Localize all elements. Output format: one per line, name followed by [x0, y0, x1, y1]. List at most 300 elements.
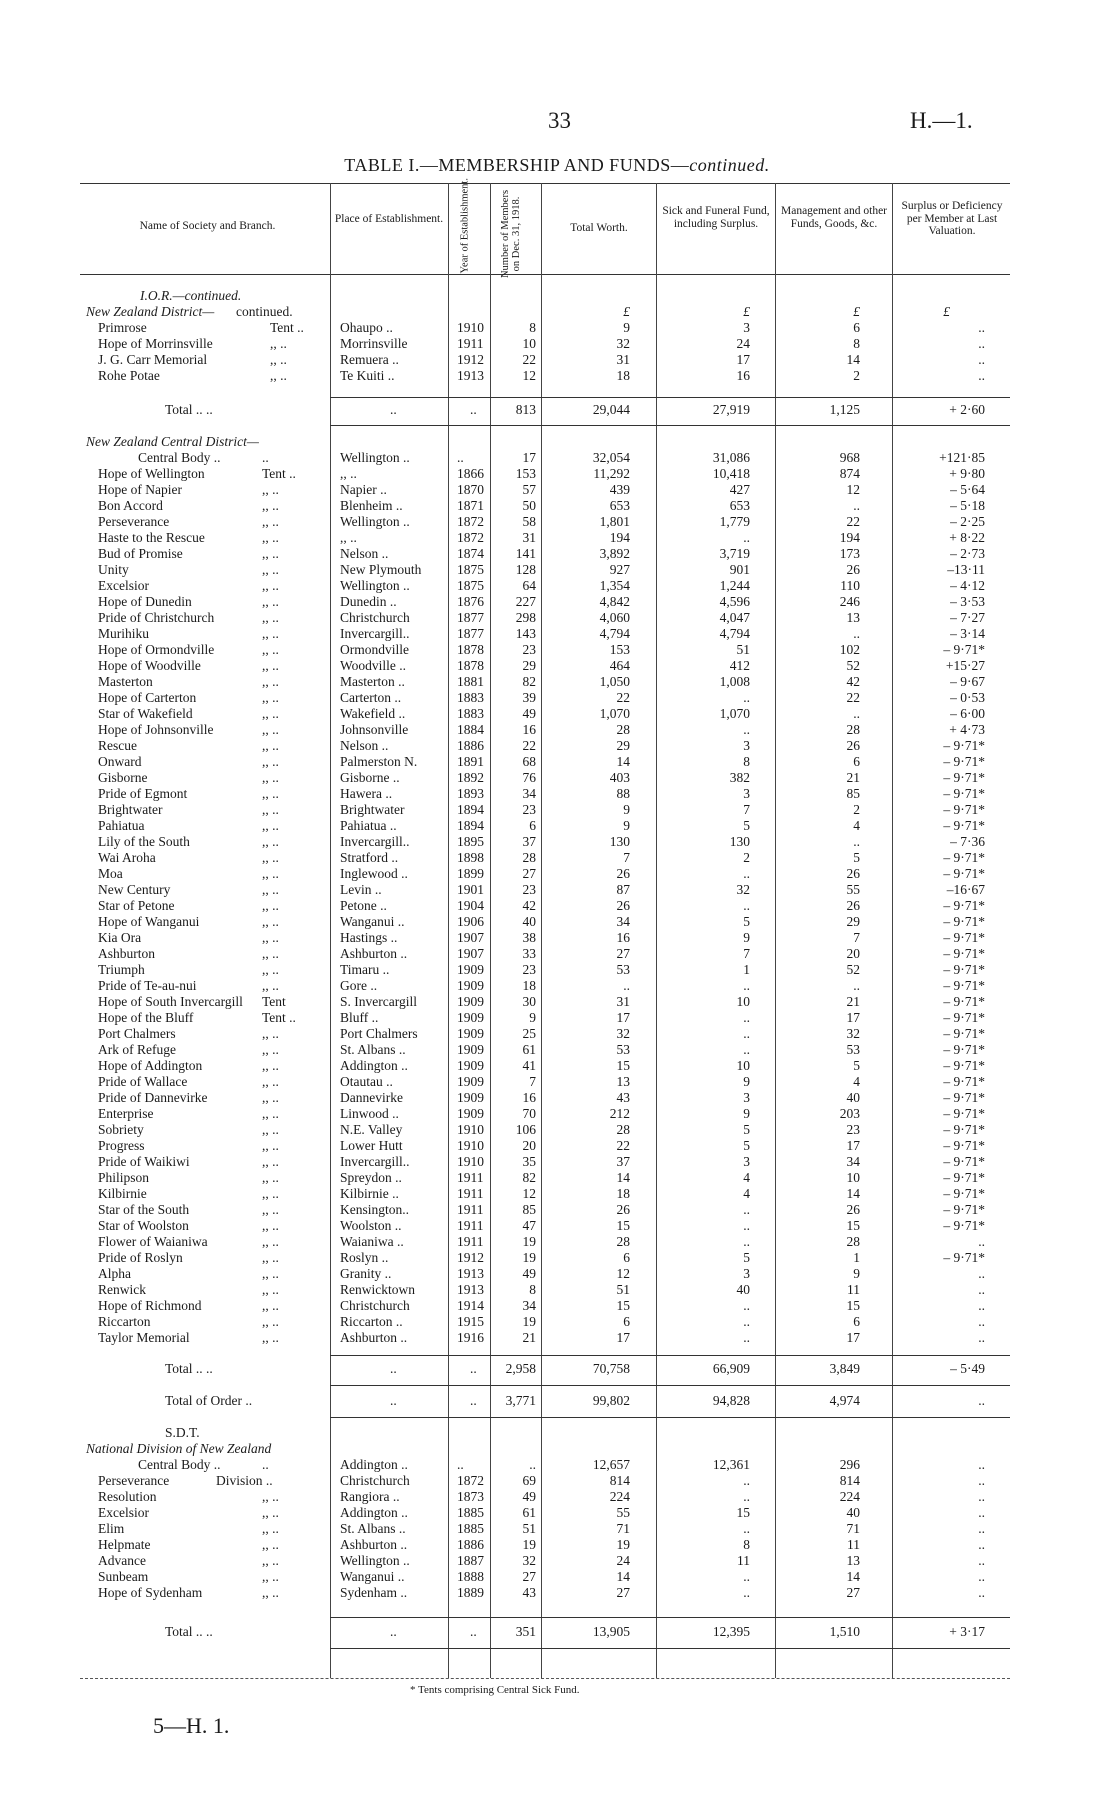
table-row — [0, 1106, 1114, 1122]
total-worth-cell: 18 — [616, 1186, 630, 1201]
management-cell: 8 — [853, 336, 860, 351]
table-row — [0, 866, 1114, 882]
members-cell: 58 — [522, 514, 536, 529]
members-cell: 29 — [522, 658, 536, 673]
members-cell: 50 — [522, 498, 536, 513]
total-worth-cell: .. — [623, 978, 630, 993]
sick-fund-cell: 5 — [743, 914, 750, 929]
surplus-cell: .. — [978, 1473, 985, 1488]
year-cell: 1907 — [457, 946, 484, 961]
management-cell: 814 — [839, 1473, 860, 1488]
table-row — [0, 578, 1114, 594]
surplus-cell: – 6·00 — [950, 706, 985, 721]
management-cell: 71 — [846, 1521, 860, 1536]
place-cell: N.E. Valley — [340, 1122, 403, 1137]
branch-name: Moa — [98, 866, 123, 881]
table-row — [0, 466, 1114, 482]
management-cell: 27 — [846, 1585, 860, 1600]
year-cell: 1916 — [457, 1330, 484, 1345]
table-row — [0, 1473, 1114, 1489]
place-cell: Wakefield .. — [340, 706, 406, 721]
year-cell: .. — [457, 450, 464, 465]
branch-type: ,, .. — [262, 978, 279, 993]
surplus-cell: – 9·71* — [943, 914, 985, 929]
total-rule — [330, 397, 1010, 398]
members-cell: 12 — [522, 368, 536, 383]
place-cell: Otautau .. — [340, 1074, 393, 1089]
branch-name: Pride of Te-au-nui — [98, 978, 197, 993]
section-title-sdt — [0, 1425, 1114, 1441]
branch-type: Tent .. — [270, 320, 304, 335]
members-cell: 10 — [522, 336, 536, 351]
branch-name: Progress — [98, 1138, 145, 1153]
total-worth-cell: 53 — [616, 1042, 630, 1057]
place-cell: Kensington.. — [340, 1202, 409, 1217]
year-cell: 1910 — [457, 1122, 484, 1137]
place-cell: .. — [390, 1624, 397, 1639]
branch-type: ,, .. — [270, 336, 287, 351]
sick-fund-cell: 11 — [737, 1553, 750, 1568]
total-worth-cell: 31 — [616, 994, 630, 1009]
sick-fund-cell: 10,418 — [712, 466, 750, 481]
management-cell: 12 — [846, 482, 860, 497]
header-sick-fund: Sick and Funeral Fund, including Surplus. — [662, 205, 770, 230]
total-worth-cell: 11,292 — [593, 466, 630, 481]
branch-type: .. — [262, 450, 269, 465]
surplus-cell: .. — [978, 352, 985, 367]
year-cell: 1872 — [457, 1473, 484, 1488]
place-cell: Wellington .. — [340, 1553, 410, 1568]
surplus-cell: .. — [978, 1537, 985, 1552]
place-cell: Roslyn .. — [340, 1250, 389, 1265]
year-cell: 1910 — [457, 320, 484, 335]
surplus-cell: – 9·71* — [943, 770, 985, 785]
members-cell: 106 — [515, 1122, 536, 1137]
sick-fund-cell: .. — [743, 1330, 750, 1345]
place-cell: Renwicktown — [340, 1282, 415, 1297]
members-cell: 16 — [522, 1090, 536, 1105]
branch-type: ,, .. — [262, 674, 279, 689]
sick-fund-cell: 2 — [743, 850, 750, 865]
total-row — [0, 1361, 1114, 1377]
branch-type: ,, .. — [262, 946, 279, 961]
place-cell: Lower Hutt — [340, 1138, 403, 1153]
year-cell: 1877 — [457, 610, 484, 625]
branch-name: Wai Aroha — [98, 850, 156, 865]
branch-name: Taylor Memorial — [98, 1330, 190, 1345]
year-cell: 1909 — [457, 1042, 484, 1057]
surplus-cell: – 9·71* — [943, 754, 985, 769]
table-row — [0, 1186, 1114, 1202]
branch-type: ,, .. — [262, 1186, 279, 1201]
management-cell: 2 — [853, 802, 860, 817]
total-worth-cell: 224 — [609, 1489, 630, 1504]
management-cell: 26 — [846, 866, 860, 881]
surplus-cell: – 9·71* — [943, 930, 985, 945]
table-row — [0, 1282, 1114, 1298]
year-cell: 1877 — [457, 626, 484, 641]
surplus-cell: – 9·71* — [943, 1042, 985, 1057]
total-worth-cell: 12 — [616, 1266, 630, 1281]
branch-name: Brightwater — [98, 802, 163, 817]
place-cell: Ashburton .. — [340, 946, 408, 961]
total-worth-cell: 4,060 — [599, 610, 630, 625]
branch-type: Tent — [262, 994, 286, 1009]
header-year: Year of Establishment. — [459, 178, 471, 274]
total-worth-cell: 14 — [616, 754, 630, 769]
management-cell: 10 — [846, 1170, 860, 1185]
surplus-cell: .. — [978, 1234, 985, 1249]
table-row — [0, 834, 1114, 850]
surplus-cell: – 7·36 — [950, 834, 985, 849]
place-cell: Masterton .. — [340, 674, 405, 689]
branch-type: ,, .. — [262, 482, 279, 497]
place-cell: New Plymouth — [340, 562, 422, 577]
branch-name: Hope of the Bluff — [98, 1010, 194, 1025]
management-cell: 3,849 — [829, 1361, 860, 1376]
surplus-cell: – 9·71* — [943, 1138, 985, 1153]
members-cell: 82 — [522, 1170, 536, 1185]
place-cell: Gore .. — [340, 978, 378, 993]
members-cell: 27 — [522, 1569, 536, 1584]
total-worth-cell: 14 — [616, 1569, 630, 1584]
year-cell: 1893 — [457, 786, 484, 801]
management-cell: 52 — [846, 962, 860, 977]
management-cell: 14 — [846, 352, 860, 367]
management-cell: 173 — [839, 546, 860, 561]
branch-name: Port Chalmers — [98, 1026, 176, 1041]
total-worth-cell: 17 — [616, 1330, 630, 1345]
header-management-funds: Management and other Funds, Goods, &c. — [780, 205, 887, 230]
year-cell: 1901 — [457, 882, 484, 897]
total-worth-cell: 12,657 — [592, 1457, 630, 1472]
members-cell: 41 — [522, 1058, 536, 1073]
branch-name: Kilbirnie — [98, 1186, 147, 1201]
branch-name: Masterton — [98, 674, 153, 689]
place-cell: Woolston .. — [340, 1218, 402, 1233]
total-worth-cell: 71 — [616, 1521, 630, 1536]
total-worth-cell: 9 — [623, 320, 630, 335]
surplus-cell: + 2·60 — [949, 402, 985, 417]
place-cell: Invercargill.. — [340, 834, 410, 849]
branch-type: ,, .. — [262, 1314, 279, 1329]
header-members: Number of Members on Dec. 31, 1918. — [500, 189, 522, 279]
sick-fund-cell: .. — [743, 1042, 750, 1057]
branch-name: Hope of Ormondville — [98, 642, 215, 657]
sick-fund-cell: 3 — [743, 1090, 750, 1105]
members-cell: 25 — [522, 1026, 536, 1041]
management-cell: 296 — [839, 1457, 860, 1472]
table-title — [0, 155, 1114, 176]
management-cell: 34 — [846, 1154, 860, 1169]
table-row — [0, 802, 1114, 818]
year-cell: 1878 — [457, 642, 484, 657]
table-row — [0, 530, 1114, 546]
place-cell: Riccarton .. — [340, 1314, 403, 1329]
surplus-cell: – 9·71* — [943, 786, 985, 801]
management-cell: 26 — [846, 1202, 860, 1217]
section-heading: I.O.R.—continued. — [140, 288, 242, 303]
place-cell: Hastings .. — [340, 930, 398, 945]
surplus-cell: .. — [978, 1298, 985, 1313]
management-cell: 52 — [846, 658, 860, 673]
place-cell: Wanganui .. — [340, 914, 405, 929]
place-cell: ,, .. — [340, 466, 357, 481]
branch-type: ,, .. — [262, 754, 279, 769]
place-cell: Pahiatua .. — [340, 818, 397, 833]
surplus-cell: .. — [978, 1282, 985, 1297]
year-cell: 1911 — [457, 1202, 484, 1217]
total-worth-cell: 4,794 — [599, 626, 630, 641]
year-cell: 1889 — [457, 1585, 484, 1600]
management-cell: 23 — [846, 1122, 860, 1137]
members-cell: 143 — [515, 626, 536, 641]
management-cell: 246 — [839, 594, 860, 609]
header-total-worth: Total Worth. — [570, 222, 628, 234]
total-worth-cell: 99,802 — [592, 1393, 630, 1408]
place-cell: Linwood .. — [340, 1106, 399, 1121]
branch-type: ,, .. — [270, 352, 287, 367]
sick-fund-cell: .. — [743, 530, 750, 545]
place-cell: Remuera .. — [340, 352, 399, 367]
branch-name: Hope of Morrinsville — [98, 336, 213, 351]
table-row — [0, 562, 1114, 578]
branch-name: Triumph — [98, 962, 145, 977]
sick-fund-cell: 653 — [729, 498, 750, 513]
year-cell: 1892 — [457, 770, 484, 785]
year-cell: .. — [470, 1624, 477, 1639]
table-row — [0, 594, 1114, 610]
place-cell: Wellington .. — [340, 578, 410, 593]
branch-name: Lily of the South — [98, 834, 190, 849]
branch-type: ,, .. — [262, 818, 279, 833]
total-worth-cell: 814 — [609, 1473, 630, 1488]
members-cell: 37 — [522, 834, 536, 849]
surplus-cell: – 5·18 — [950, 498, 985, 513]
place-cell: Granity .. — [340, 1266, 392, 1281]
sick-fund-cell: 8 — [743, 754, 750, 769]
branch-type: ,, .. — [262, 1266, 279, 1281]
table-row — [0, 1521, 1114, 1537]
header-place: Place of Establishment. — [334, 213, 444, 225]
sick-fund-cell: .. — [743, 898, 750, 913]
surplus-cell: .. — [978, 1585, 985, 1600]
management-cell: 22 — [846, 514, 860, 529]
members-cell: 47 — [522, 1218, 536, 1233]
total-worth-cell: 27 — [616, 1585, 630, 1600]
table-row — [0, 1170, 1114, 1186]
branch-name: Hope of Sydenham — [98, 1585, 203, 1600]
members-cell: 30 — [522, 994, 536, 1009]
place-cell: Timaru .. — [340, 962, 390, 977]
year-cell: 1909 — [457, 1106, 484, 1121]
sick-fund-cell: .. — [743, 1489, 750, 1504]
members-cell: 34 — [522, 1298, 536, 1313]
branch-name: Pride of Dannevirke — [98, 1090, 208, 1105]
year-cell: 1886 — [457, 1537, 484, 1552]
branch-type: ,, .. — [262, 562, 279, 577]
year-cell: 1907 — [457, 930, 484, 945]
total-worth-cell: 212 — [609, 1106, 630, 1121]
branch-type: ,, .. — [262, 1218, 279, 1233]
table-row — [0, 754, 1114, 770]
branch-name: Hope of Carterton — [98, 690, 197, 705]
sick-fund-cell: 16 — [736, 368, 750, 383]
place-cell: Ormondville — [340, 642, 409, 657]
table-row — [0, 1505, 1114, 1521]
branch-type: ,, .. — [262, 738, 279, 753]
branch-name: Unity — [98, 562, 129, 577]
place-cell: .. — [390, 1361, 397, 1376]
branch-name: Pride of Wallace — [98, 1074, 188, 1089]
branch-type: ,, .. — [262, 834, 279, 849]
sick-fund-cell: 5 — [743, 1138, 750, 1153]
management-cell: 11 — [847, 1282, 860, 1297]
branch-name: Elim — [98, 1521, 125, 1536]
place-cell: Addington .. — [340, 1505, 408, 1520]
place-cell: Carterton .. — [340, 690, 402, 705]
total-worth-cell: 15 — [616, 1218, 630, 1233]
header-top-rule — [80, 183, 1010, 184]
division-heading: National Division of New Zealand — [86, 1441, 272, 1456]
sick-fund-cell: .. — [743, 1585, 750, 1600]
sick-fund-cell: 10 — [736, 1058, 750, 1073]
table-row — [0, 1218, 1114, 1234]
surplus-cell: – 2·73 — [950, 546, 985, 561]
branch-type: ,, .. — [262, 722, 279, 737]
branch-type: ,, .. — [262, 930, 279, 945]
place-cell: .. — [390, 402, 397, 417]
surplus-cell: – 9·71* — [943, 1010, 985, 1025]
members-cell: 68 — [522, 754, 536, 769]
section-heading: S.D.T. — [165, 1425, 200, 1440]
table-row — [0, 658, 1114, 674]
year-cell: 1906 — [457, 914, 484, 929]
sick-fund-cell: .. — [743, 1234, 750, 1249]
branch-type: ,, .. — [262, 866, 279, 881]
sick-fund-cell: 8 — [743, 1537, 750, 1552]
surplus-cell: .. — [978, 1330, 985, 1345]
sick-fund-cell: 4,596 — [719, 594, 750, 609]
year-cell: 1909 — [457, 1026, 484, 1041]
branch-type: ,, .. — [262, 706, 279, 721]
sick-fund-cell: 9 — [743, 1074, 750, 1089]
table-row — [0, 450, 1114, 466]
branch-name: Advance — [98, 1553, 146, 1568]
district-heading: New Zealand District— — [86, 304, 215, 319]
total-worth-cell: 24 — [616, 1553, 630, 1568]
total-worth-cell: 27 — [616, 946, 630, 961]
management-cell: 5 — [853, 1058, 860, 1073]
table-row — [0, 1074, 1114, 1090]
year-cell: 1911 — [457, 1218, 484, 1233]
members-cell: 43 — [522, 1585, 536, 1600]
year-cell: 1874 — [457, 546, 484, 561]
management-cell: 21 — [846, 994, 860, 1009]
table-row — [0, 1298, 1114, 1314]
members-cell: 7 — [529, 1074, 536, 1089]
members-cell: 19 — [522, 1537, 536, 1552]
table-row — [0, 674, 1114, 690]
total-worth-cell: 15 — [616, 1298, 630, 1313]
place-cell: Christchurch — [340, 1298, 410, 1313]
members-cell: 813 — [515, 402, 536, 417]
total-worth-cell: 26 — [616, 866, 630, 881]
branch-name: Enterprise — [98, 1106, 154, 1121]
branch-type: Tent .. — [262, 1010, 296, 1025]
members-cell: 153 — [515, 466, 536, 481]
management-cell: 7 — [853, 930, 860, 945]
place-cell: Wellington .. — [340, 450, 410, 465]
total-worth-cell: 28 — [616, 722, 630, 737]
header-surplus: Surplus or Deficiency per Member at Last Valuation. — [901, 200, 1003, 237]
table-row — [0, 368, 1114, 384]
surplus-cell: + 9·80 — [949, 466, 985, 481]
management-cell: .. — [853, 498, 860, 513]
total-worth-cell: 439 — [609, 482, 630, 497]
table-row — [0, 770, 1114, 786]
year-cell: 1910 — [457, 1154, 484, 1169]
place-cell: Kilbirnie .. — [340, 1186, 399, 1201]
sick-fund-cell: 27,919 — [712, 402, 750, 417]
branch-type: ,, .. — [262, 882, 279, 897]
place-cell: Addington .. — [340, 1058, 408, 1073]
total-worth-cell: 32,054 — [592, 450, 630, 465]
members-cell: 38 — [522, 930, 536, 945]
year-cell: 1909 — [457, 1090, 484, 1105]
table-row — [0, 1489, 1114, 1505]
branch-name: Excelsior — [98, 1505, 149, 1520]
year-cell: 1911 — [457, 1234, 484, 1249]
surplus-cell: + 3·17 — [949, 1624, 985, 1639]
members-cell: 42 — [522, 898, 536, 913]
year-cell: 1913 — [457, 1282, 484, 1297]
branch-type: ,, .. — [262, 1521, 279, 1536]
branch-type: ,, .. — [262, 578, 279, 593]
table-row — [0, 610, 1114, 626]
surplus-cell: .. — [978, 1457, 985, 1472]
place-cell: Brightwater — [340, 802, 405, 817]
place-cell: .. — [390, 1393, 397, 1408]
total-rule — [330, 1355, 1010, 1356]
members-cell: 49 — [522, 1266, 536, 1281]
total-worth-cell: 9 — [623, 818, 630, 833]
management-cell: 26 — [846, 898, 860, 913]
place-cell: Johnsonville — [340, 722, 409, 737]
surplus-cell: – 9·71* — [943, 1090, 985, 1105]
members-cell: 32 — [522, 1553, 536, 1568]
members-cell: 23 — [522, 802, 536, 817]
surplus-cell: – 4·12 — [950, 578, 985, 593]
year-cell: 1910 — [457, 1138, 484, 1153]
table-row — [0, 898, 1114, 914]
management-cell: 28 — [846, 722, 860, 737]
branch-name: Haste to the Rescue — [98, 530, 205, 545]
table-row — [0, 706, 1114, 722]
district-title-row — [0, 434, 1114, 450]
members-cell: 141 — [515, 546, 536, 561]
branch-name: Pride of Egmont — [98, 786, 188, 801]
branch-name: Sunbeam — [98, 1569, 149, 1584]
sick-fund-cell: .. — [743, 1218, 750, 1233]
year-cell: 1909 — [457, 962, 484, 977]
members-cell: 128 — [515, 562, 536, 577]
sick-fund-cell: 17 — [736, 352, 750, 367]
year-cell: 1876 — [457, 594, 484, 609]
members-cell: 2,958 — [505, 1361, 536, 1376]
members-cell: 64 — [522, 578, 536, 593]
members-cell: 19 — [522, 1234, 536, 1249]
